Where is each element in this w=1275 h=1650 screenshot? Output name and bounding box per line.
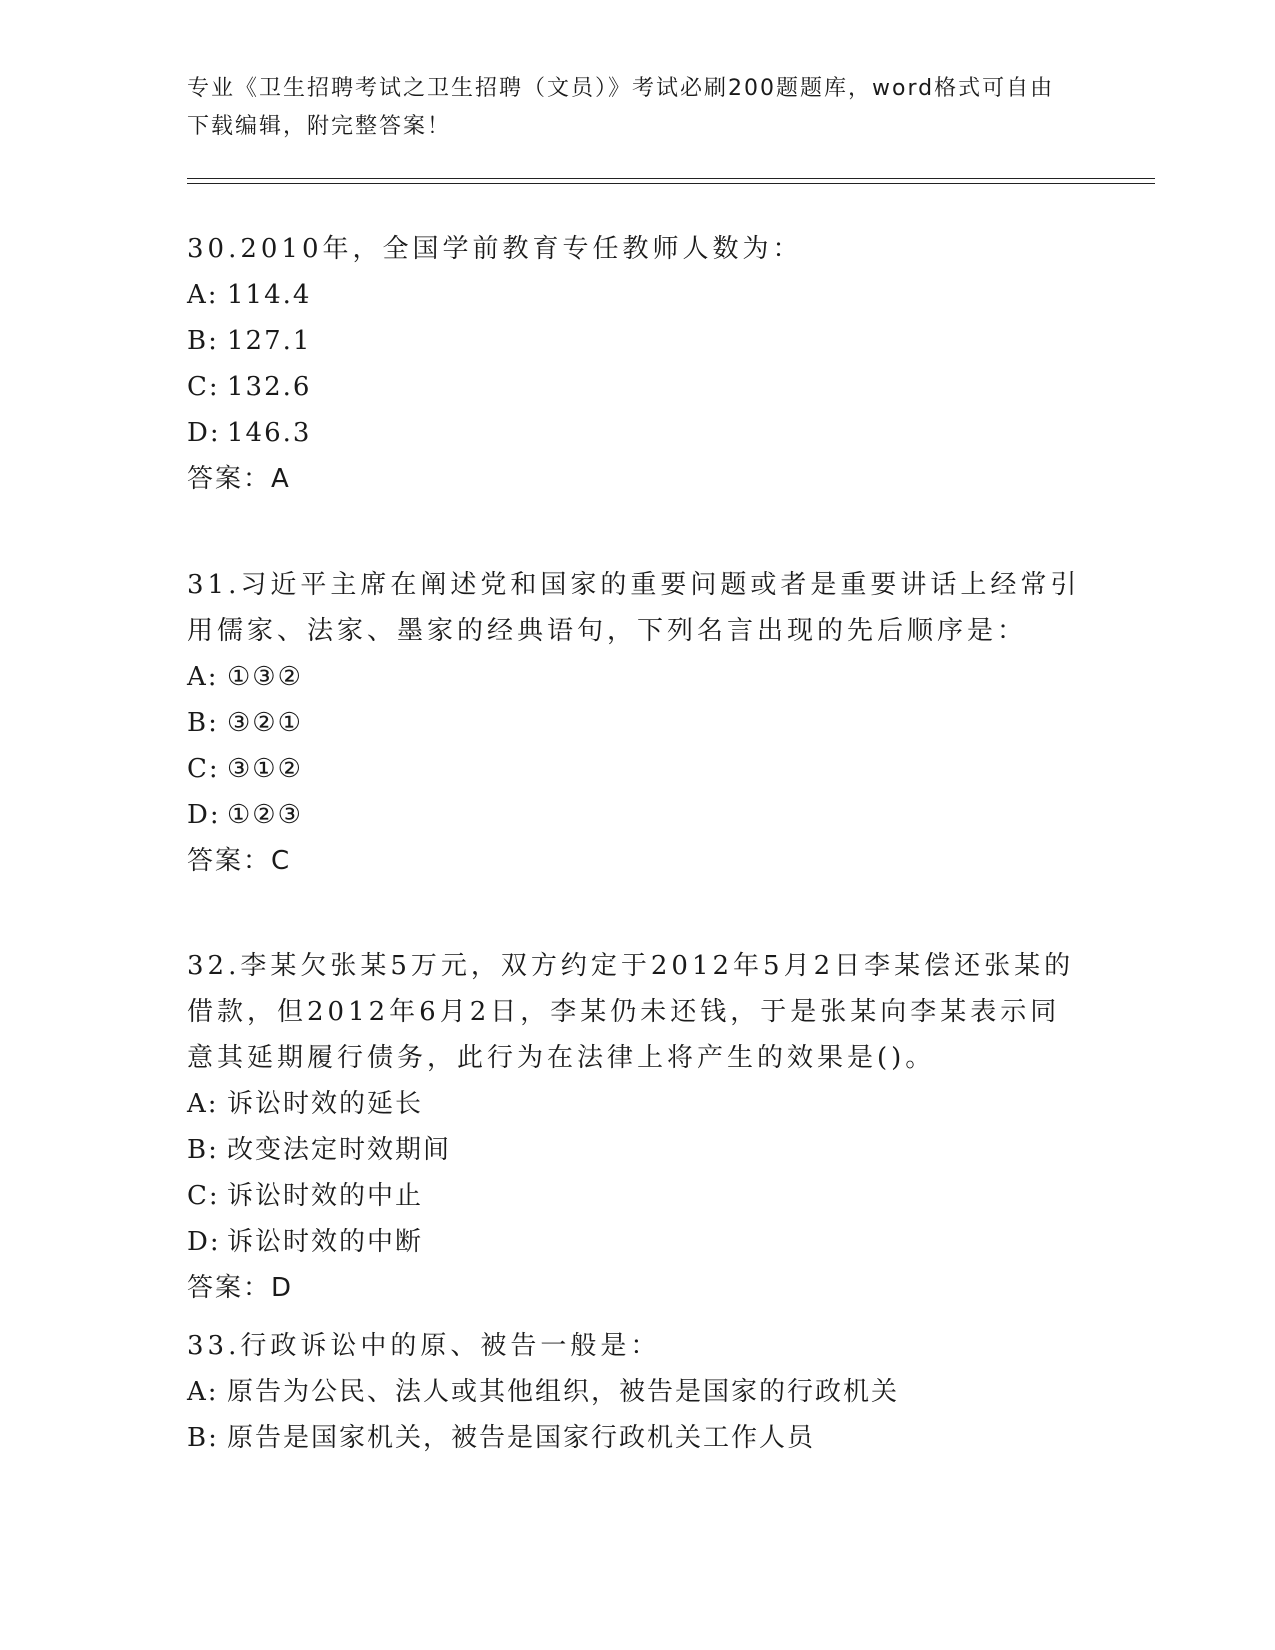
option-text: 原告为公民、法人或其他组织，被告是国家的行政机关 <box>227 1377 900 1407</box>
option-letter: A: <box>187 1089 219 1119</box>
header-rule-bottom <box>187 183 1155 184</box>
option-letter: A: <box>187 1377 219 1407</box>
option-text: 诉讼时效的延长 <box>227 1089 424 1119</box>
option-c <box>187 1173 1087 1219</box>
option-text: ①②③ <box>227 800 303 830</box>
option-a <box>187 654 1087 700</box>
option-d <box>187 410 1087 456</box>
option-text: 127.1 <box>227 326 312 356</box>
option-text: 诉讼时效的中止 <box>227 1181 424 1211</box>
option-b <box>187 1127 1087 1173</box>
option-a <box>187 1081 1087 1127</box>
option-d <box>187 1219 1087 1265</box>
document-header: 专业《卫生招聘考试之卫生招聘（文员）》考试必刷200题题库，word格式可自由下载编辑，附完整答案！ <box>187 76 1055 139</box>
answer-label: 答案：A <box>187 464 291 494</box>
question-stem: 32.李某欠张某5万元，双方约定于2012年5月2日李某偿还张某的借款，但2012年6月2日，李某仍未还钱，于是张某向李某表示同意其延期履行债务，此行为在法律上将产生的效果是()。 <box>187 951 1075 1073</box>
option-letter: A: <box>187 662 219 692</box>
option-b <box>187 1415 1087 1461</box>
question-stem: 33.行政诉讼中的原、被告一般是： <box>187 1331 661 1361</box>
option-text: ③①② <box>227 754 303 784</box>
option-text: 132.6 <box>227 372 312 402</box>
option-c <box>187 746 1087 792</box>
option-letter: D: <box>187 418 221 448</box>
option-letter: C: <box>187 372 220 402</box>
option-text: 原告是国家机关，被告是国家行政机关工作人员 <box>227 1423 816 1453</box>
option-text: 改变法定时效期间 <box>227 1135 452 1165</box>
option-a <box>187 1369 1087 1415</box>
option-letter: C: <box>187 754 220 784</box>
question-stem: 31.习近平主席在阐述党和国家的重要问题或者是重要讲话上经常引用儒家、法家、墨家的经典语句，下列名言出现的先后顺序是： <box>187 570 1081 646</box>
option-a <box>187 272 1087 318</box>
option-letter: B: <box>187 326 219 356</box>
option-c <box>187 364 1087 410</box>
question-30 <box>187 226 1087 502</box>
option-text: 114.4 <box>227 280 312 310</box>
option-d <box>187 792 1087 838</box>
question-32 <box>187 943 1087 1311</box>
option-letter: D: <box>187 800 221 830</box>
option-letter: A: <box>187 280 219 310</box>
option-text: ③②① <box>227 708 303 738</box>
option-text: 诉讼时效的中断 <box>227 1227 424 1257</box>
option-letter: B: <box>187 1423 219 1453</box>
option-letter: B: <box>187 1135 219 1165</box>
question-31 <box>187 562 1087 884</box>
option-letter: B: <box>187 708 219 738</box>
option-letter: C: <box>187 1181 220 1211</box>
option-text: 146.3 <box>227 418 312 448</box>
header-rule-top <box>187 178 1155 179</box>
option-text: ①③② <box>227 662 303 692</box>
answer-label: 答案：C <box>187 846 292 876</box>
question-33 <box>187 1323 1087 1461</box>
option-letter: D: <box>187 1227 221 1257</box>
question-stem: 30.2010年，全国学前教育专任教师人数为： <box>187 234 803 264</box>
option-b <box>187 318 1087 364</box>
answer-label: 答案：D <box>187 1273 294 1303</box>
option-b <box>187 700 1087 746</box>
